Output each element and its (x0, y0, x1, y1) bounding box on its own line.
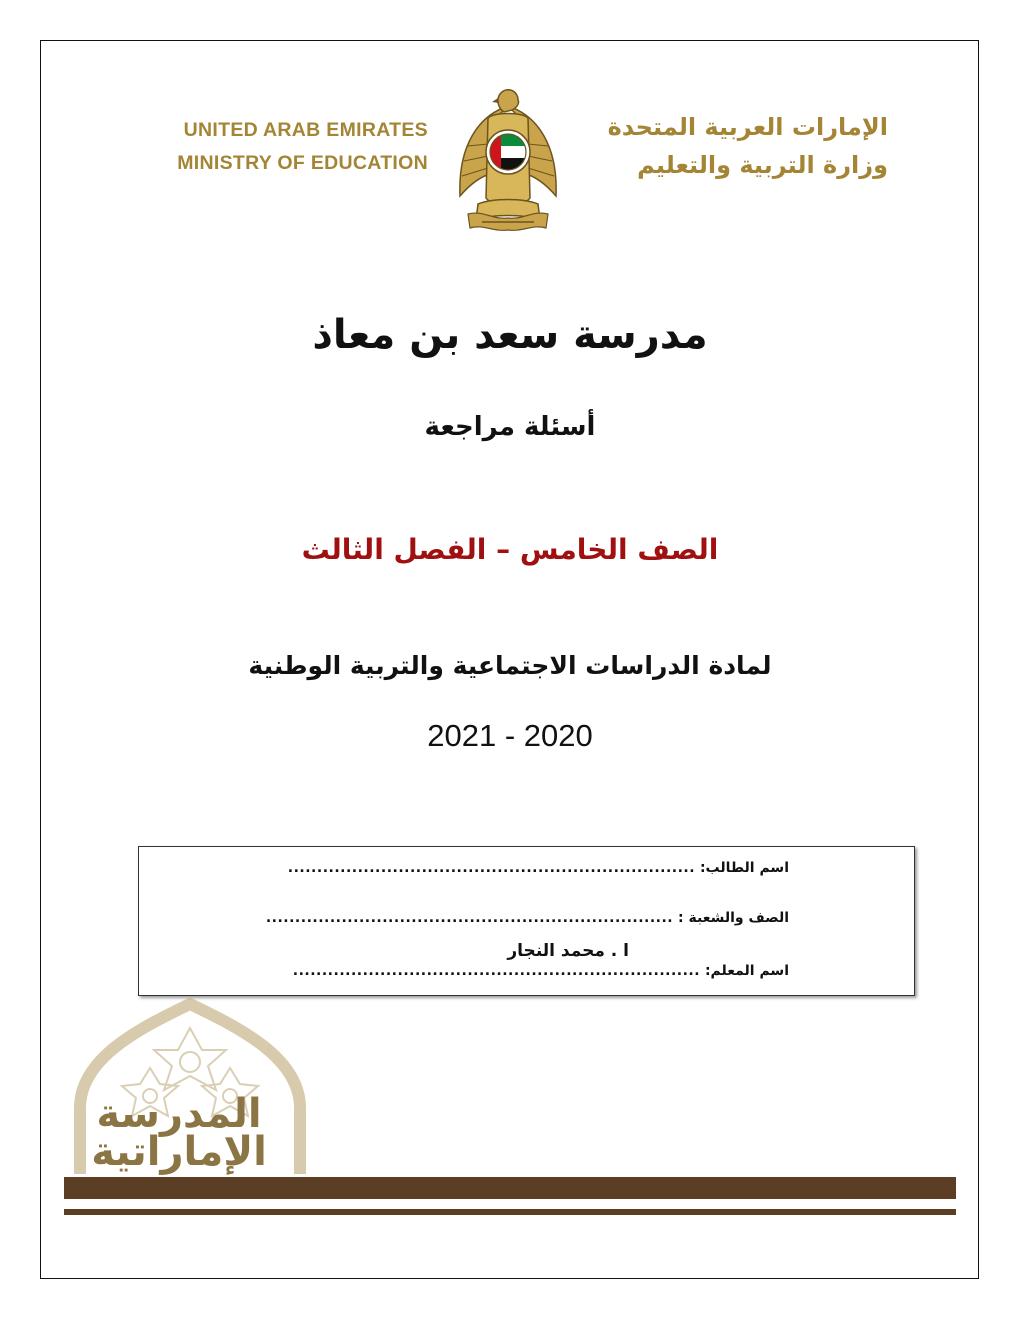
ministry-ar-line1: الإمارات العربية المتحدة (607, 113, 888, 141)
footer-band-thin (64, 1209, 956, 1215)
grade-and-term: الصف الخامس – الفصل الثالث (301, 533, 719, 566)
student-name-blank[interactable]: ...................................................................... (287, 860, 696, 876)
ministry-en-line2: MINISTRY OF EDUCATION (177, 152, 428, 174)
class-section-label: الصف والشعبة : (678, 910, 789, 926)
teacher-name-row[interactable] (249, 963, 789, 979)
teacher-name-label: اسم المعلم: (704, 963, 789, 979)
logo-text-line1: المدرسة (96, 1091, 262, 1137)
class-section-row[interactable] (249, 910, 789, 926)
ministry-ar-line2: وزارة التربية والتعليم (637, 151, 888, 179)
class-section-blank[interactable]: ...................................................................... (265, 910, 674, 926)
logo-text-line2: الإماراتية (91, 1129, 267, 1175)
teacher-name-blank[interactable]: ...................................................................... (292, 963, 701, 979)
student-name-row[interactable] (249, 860, 789, 876)
teacher-name-value: ا . محمد النجار (507, 941, 629, 961)
student-name-label: اسم الطالب: (699, 860, 789, 876)
uae-falcon-emblem-icon (448, 86, 568, 236)
ministry-en-line1: UNITED ARAB EMIRATES (183, 119, 428, 141)
student-info-box (138, 846, 915, 996)
academic-year: 2021 - 2020 (427, 718, 593, 753)
footer-band-thick (64, 1177, 956, 1199)
ministry-name-english (128, 114, 428, 180)
document-title: أسئلة مراجعة (424, 412, 596, 442)
school-name: مدرسة سعد بن معاذ (312, 312, 708, 358)
subject-name: لمادة الدراسات الاجتماعية والتربية الوطنية (248, 651, 772, 680)
ministry-name-arabic (578, 108, 888, 184)
